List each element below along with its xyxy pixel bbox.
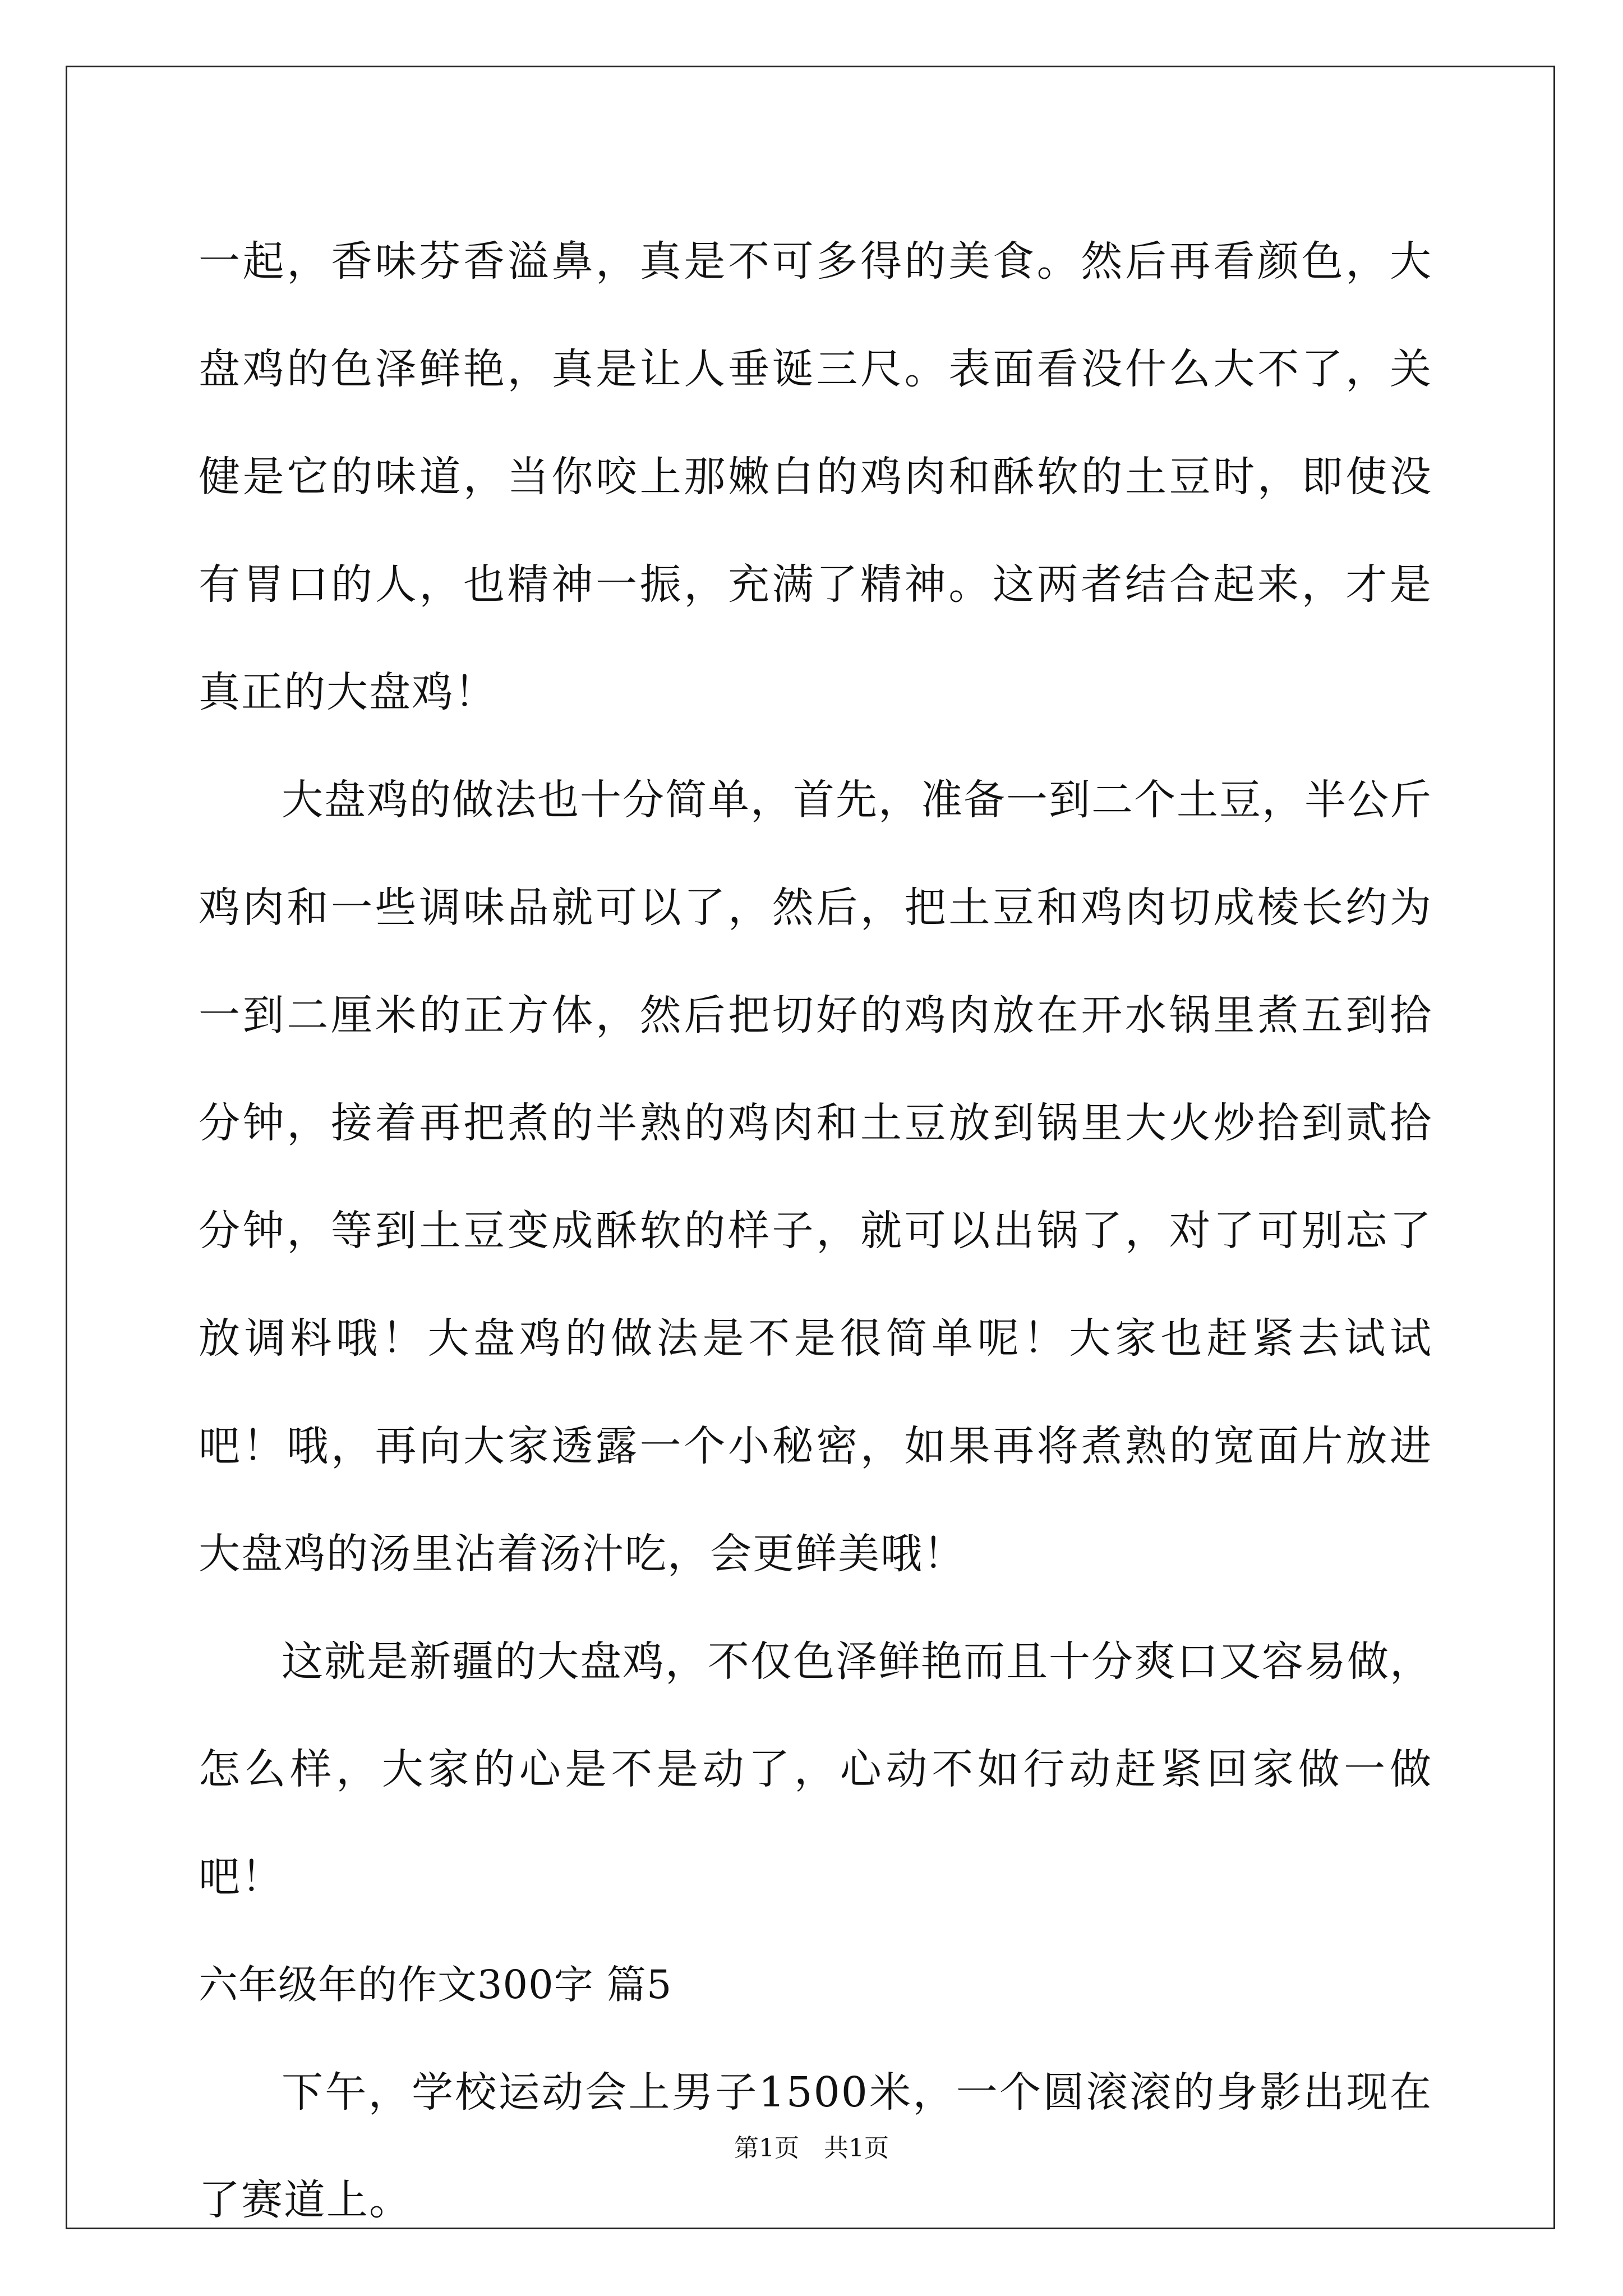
page-footer: 第1页 共1页 (734, 2134, 889, 2162)
paragraph-essay-start: 下午，学校运动会上男子1500米，一个圆滚滚的身影出现在了赛道上。 (199, 2068, 1432, 2224)
paragraph-conclusion: 这就是新疆的大盘鸡，不仅色泽鲜艳而且十分爽口又容易做，怎么样，大家的心是不是动了，心动不如行动赶紧回家做一做吧！ (199, 1637, 1432, 1901)
document-body (199, 208, 1432, 2254)
paragraph-continuation: 一起，香味芬香溢鼻，真是不可多得的美食。然后再看颜色，大盘鸡的色泽鲜艳，真是让人垂诞三尺。表面看没什么大不了，关健是它的味道，当你咬上那嫩白的鸡肉和酥软的土豆时，即使没有胃口的人，也精神一振，充满了精神。这两者结合起来，才是真正的大盘鸡！ (199, 237, 1432, 716)
section-heading: 六年级年的作文300字 篇5 (199, 1962, 672, 2008)
paragraph-recipe: 大盘鸡的做法也十分简单，首先，准备一到二个土豆，半公斤鸡肉和一些调味品就可以了，然后，把土豆和鸡肉切成棱长约为一到二厘米的正方体，然后把切好的鸡肉放在开水锅里煮五到拾分钟，接着再把煮的半熟的鸡肉和土豆放到锅里大火炒拾到贰拾分钟，等到土豆变成酥软的样子，就可以出锅了，对了可别忘了放调料哦！大盘鸡的做法是不是很简单呢！大家也赶紧去试试吧！哦，再向大家透露一个小秘密，如果再将煮熟的宽面片放进大盘鸡的汤里沾着汤汁吃，会更鲜美哦！ (199, 776, 1432, 1578)
